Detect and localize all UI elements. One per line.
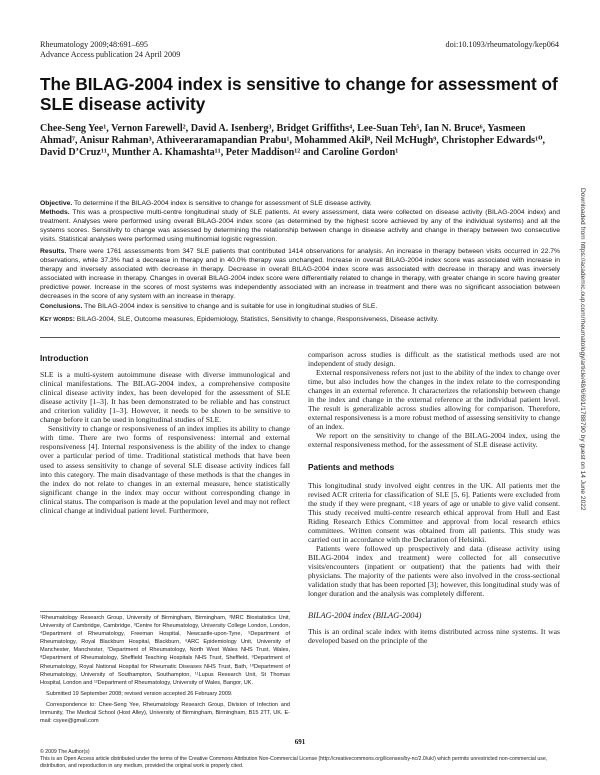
download-watermark: Downloaded from https://academic.oup.com/rheumatology/article/48/6/691/1788790 by guest on 14 June 2022 xyxy=(579,188,586,511)
license-note: This is an Open Access article distributed under the terms of the Creative Commons Attribution Non-Commercial License (http://creativecommons.org/licenses/by-nc/2.0/uk/) which permits unrestricted non-commercial use, distribution, and reproduction in any medium, provided the original work is properly cited. xyxy=(40,756,548,769)
left-column xyxy=(40,354,290,515)
footnote-divider xyxy=(40,611,290,612)
page-number: 691 xyxy=(294,738,306,746)
article-title: The BILAG-2004 index is sensitive to change for assessment of SLE disease activity xyxy=(40,74,558,114)
right-column xyxy=(308,350,560,645)
methods-label: Methods. xyxy=(40,209,70,217)
copyright: © 2009 The Author(s) xyxy=(40,749,90,755)
journal-citation: Rheumatology 2009;48:691–695 xyxy=(40,40,149,49)
bilag-paragraph: This is an ordinal scale index with items distributed across nine systems. It was developed based on the principle of the xyxy=(308,627,560,646)
right-paragraph-1: comparison across studies is difficult as the statistical methods used are not independent of study design. xyxy=(308,350,560,369)
methods-paragraph-1: This longitudinal study involved eight centres in the UK. All patients met the revised ACR criteria for classification of SLE [5, 6]. Patients were excluded from the study if they were pregnant, <18 years of age or unable to give valid consent. This study received multi-centre research ethical approval from Hull and East Riding Research Ethics Committee and approval from local research ethics committees. Written consent was obtained from all patients. This study was carried out in accordance with the Declaration of Helsinki. xyxy=(308,480,560,544)
patients-methods-heading: Patients and methods xyxy=(308,461,395,472)
affiliations: ¹Rheumatology Research Group, University of Birmingham, Birmingham, ²MRC Biostatistics Unit, University of Cambridge, Cambridge, ³Centre for Rheumatology, University College London, London, ⁴Department of Rheumatology, Freeman Hospital, Newcastle-upon-Tyne, ⁵Department of Rheumatology, Royal Blackburn Hospital, Blackburn, ⁶ARC Epidemiology Unit, University of Manchester, Manchester, ⁷Department of Rheumatology, North West Wales NHS Trust, Wales, ⁸Department of Rheumatology, Sheffield Teaching Hospitals NHS Trust, Sheffield, ⁹Department of Rheumatology, Royal National Hospital for Rheumatic Diseases NHS Trust, Bath, ¹⁰Department of Rheumatology, University of Southampton, Southampton, ¹¹Lupus Research Unit, St Thomas Hospital, London and ¹²Department of Rheumatology, University of Wales, Bangor, UK. xyxy=(40,615,290,686)
right-paragraph-3: We report on the sensitivity to change of the BILAG-2004 index, using the external responsiveness method, for the assessment of SLE disease activity. xyxy=(308,431,560,450)
introduction-heading: Introduction xyxy=(40,353,89,363)
affiliations-footnote xyxy=(40,614,290,725)
abstract xyxy=(40,199,560,324)
abstract-methods xyxy=(40,208,560,244)
abstract-divider xyxy=(40,337,560,338)
intro-paragraph-1: SLE is a multi-system autoimmune disease with diverse immunological and clinical manifestations. The BILAG-2004 index, a comprehensive composite clinical disease activity index, has been developed for the assessment of SLE disease activity [1–3]. It has been demonstrated to be reliable and has construct and criterion validity [1–3]. However, it needs to be shown to be sensitive to change before it can be used in longitudinal studies of SLE. xyxy=(40,370,290,425)
methods-text: This was a prospective multi-centre longitudinal study of SLE patients. At every assessment, data were collected on disease activity (BILAG-2004 index) and treatment. Analyses were performed using overall BILAG-2004 index score (as determined by the highest score achieved by any of the individual systems) and all the systems scores. Sensitivity to change was assessed by determining the relationship between change in disease activity and change in therapy between two consecutive visits. Statistical analyses were performed using multinomial logistic regression. xyxy=(40,209,560,244)
results-label: Results. xyxy=(40,248,67,256)
conclusions-label: Conclusions. xyxy=(40,302,83,310)
objective-text: To determine if the BILAG-2004 index is sensitive to change for assessment of SLE disease activity. xyxy=(72,200,372,207)
conclusions-text: The BILAG-2004 index is sensitive to change and is suitable for use in longitudinal studies of SLE. xyxy=(82,302,378,310)
objective-label: Objective. xyxy=(40,200,73,207)
correspondence: Correspondence to: Chee-Seng Yee, Rheumatology Research Group, Division of Infection and Immunity, The Medical School (Host Alley), University of Birmingham, Birmingham, B15 2TT, UK. E-mail: csyee@gmail.com xyxy=(40,701,290,725)
abstract-objective xyxy=(40,199,560,208)
bilag-subheading: BILAG-2004 index (BILAG-2004) xyxy=(308,611,422,621)
author-list: Chee-Seng Yee¹, Vernon Farewell², David A. Isenberg³, Bridget Griffiths⁴, Lee-Suan Teh⁵, Ian N. Bruce⁶, Yasmeen Ahmad⁷, Anisur Rahman³, Athiveeraramapandian Prabu¹, Mohammed Akil⁸, Neil McHugh⁹, Christopher Edwards¹⁰, David D’Cruz¹¹, Munther A. Khamashta¹¹, Peter Maddison¹² and Caroline Gordon¹ xyxy=(40,123,546,158)
keywords xyxy=(40,315,560,324)
results-text: There were 1761 assessments from 347 SLE patients that contributed 1414 observations for analysis. An increase in therapy between visits occurred in 22.7% observations, while 37.3% had a decrease in therapy and in 40.0% therapy was unchanged. Increase in overall BILAG-2004 index score was associated with increase in therapy and inversely associated with decrease in therapy. Decrease in overall BILAG-2004 index score was associated with decrease in therapy and was inversely associated with increase in therapy. Changes in overall BILAG-2004 index score were differentially related to change in therapy, with greater change in score having greater predictive power. Increase in the scores of most systems was independently associated with an increase in treatment and there was no significant association between decreases in the score of any system with an increase in therapy. xyxy=(40,248,560,301)
abstract-conclusions xyxy=(40,302,560,311)
right-paragraph-2: External responsiveness refers not just to the ability of the index to change over time, but also includes how the changes in the index relate to the corresponding changes in an external reference. It characterizes the relationship between change in the index and change in the external reference at the individual patient level. The result is generalizable across studies allowing for comparison. Therefore, external responsiveness is a more robust method of assessing sensitivity to change of an index. xyxy=(308,368,560,432)
intro-paragraph-2: Sensitivity to change or responsiveness of an index implies its ability to change with time. There are two forms of responsiveness: internal and external responsiveness [4]. Internal responsiveness is the ability of the index to change over a particular period of time. Traditional statistical methods that have been used to assess sensitivity to change of several SLE disease activity indices fall into this category. The main disadvantage of these methods is that the changes in the index do not relate to changes in an external measure, hence statistically significant change in the index may occur without corresponding change in clinical status. The comparison is made at the population level and may not reflect clinical change at individual patient level. Furthermore, xyxy=(40,424,290,515)
publication-date: Advance Access publication 24 April 2009 xyxy=(40,50,181,59)
methods-paragraph-2: Patients were followed up prospectively and data (disease activity using BILAG-2004 index and treatment) were collected for all consecutive visits/encounters (inpatient or outpatient) that the patients had with their physicians. The majority of the patients were also involved in the cross-sectional validation study that has been reported [3]; however, this longitudinal study was of longer duration and the analysis was completely different. xyxy=(308,543,560,599)
doi-link[interactable]: doi:10.1093/rheumatology/kep064 xyxy=(445,40,559,49)
keywords-label: Key words: xyxy=(40,315,75,323)
keywords-text: BILAG-2004, SLE, Outcome measures, Epidemiology, Statistics, Sensitivity to change, Responsiveness, Disease activity. xyxy=(74,315,439,323)
submission-dates: Submitted 19 September 2008; revised version accepted 26 February 2009. xyxy=(46,690,233,697)
abstract-results xyxy=(40,247,560,301)
